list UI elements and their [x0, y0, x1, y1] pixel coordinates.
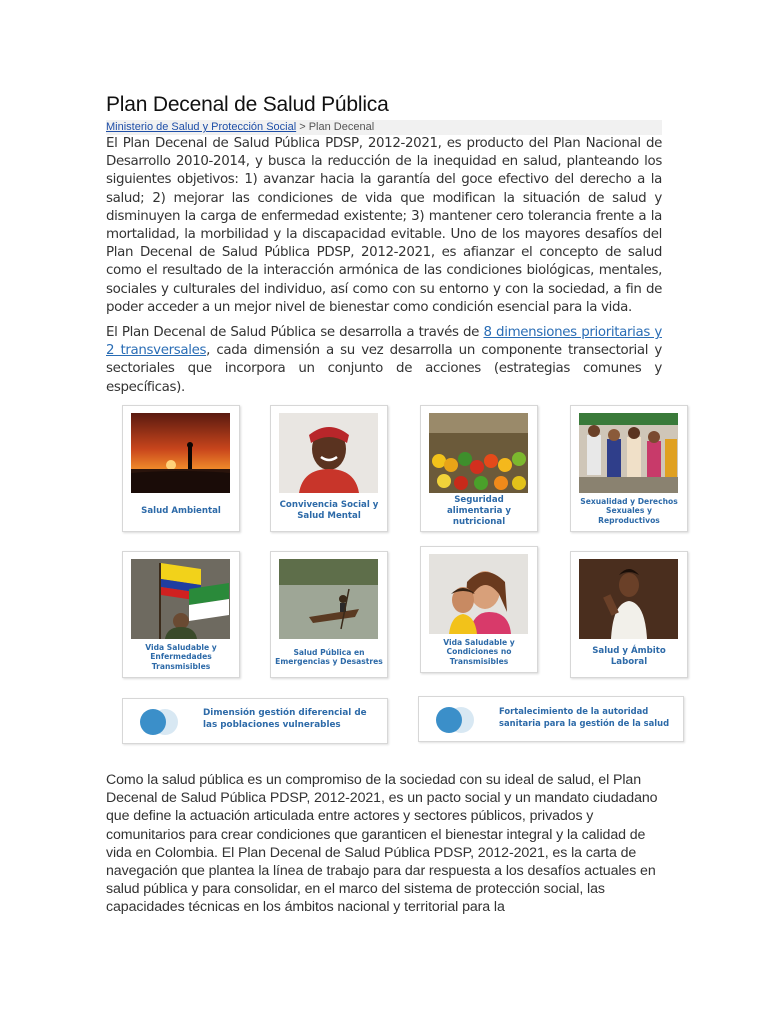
- dimension-card-transmisibles[interactable]: [122, 551, 240, 678]
- transversal-bar-autoridad-sanitaria[interactable]: [418, 696, 684, 742]
- dimension-label: Salud Ambiental: [141, 505, 221, 516]
- worker-woman-photo: [579, 559, 678, 639]
- dimension-card-convivencia[interactable]: [270, 405, 388, 532]
- dimension-label: Sexualidad y Derechos Sexuales y Reproductivos: [580, 496, 678, 525]
- transversal-label: Fortalecimiento de la autoridad sanitaria para la gestión de la salud: [499, 706, 670, 728]
- transversal-label: Dimensión gestión diferencial de las poblaciones vulnerables: [203, 708, 367, 730]
- dimensions-paragraph-start: El Plan Decenal de Salud Pública se desarrolla a través de: [106, 325, 484, 340]
- dimension-label: Salud Pública en Emergencias y Desastres: [275, 647, 383, 666]
- dimension-label: Seguridad alimentaria y nutricional: [446, 494, 512, 527]
- page-title: Plan Decenal de Salud Pública: [106, 93, 389, 116]
- breadcrumb-separator: >: [296, 121, 309, 133]
- dimensions-paragraph: [106, 324, 662, 397]
- intro-paragraph: El Plan Decenal de Salud Pública PDSP, 2012-2021, es producto del Plan Nacional de Desarrollo 2010-2014, y busca la reducción de la inequidad en salud, planteando los siguientes objetivos: 1) avanzar hacia la garantía del goce efectivo del derecho a la salud; 2) mejorar las condiciones de vida que modifican la situación de salud y disminuyen la carga de enfermedad existente; 3) mantener cero tolerancia frente a la mortalidad, la morbilidad y la discapacidad evitable. Uno de los mayores desafíos del Plan Decenal de Salud Pública PDSP, 2012-2021, es afianzar el concepto de salud como el resultado de la interacción armónica de las condiciones biológicas, mentales, sociales y culturales del individuo, así como con su entorno y con la sociedad, a fin de poder acceder a un mejor nivel de bienestar como condición esencial para la vida.: [106, 136, 662, 315]
- transversal-bar-poblaciones[interactable]: [122, 698, 388, 744]
- fruit-market-photo: [429, 413, 528, 493]
- closing-paragraph: Como la salud pública es un compromiso de la sociedad con su ideal de salud, el Plan Decenal de Salud Pública PDSP, 2012-2021, es un pacto social y un mandato ciudadano que define la actuación articulada entre actores y sectores públicos, privados y comunitarios para crear condiciones que garanticen el bienestar integral y la calidad de vida en Colombia. El Plan Decenal de Salud Pública PDSP, 2012-2021, es la carta de navegación que plantea la línea de trabajo para dar respuesta a los desafíos actuales en salud pública y para consolidar, en el marco del sistema de protección social, las capacidades técnicas en los ámbitos nacional y territorial para la: [106, 772, 658, 916]
- dimension-label: Vida Saludable y Condiciones no Transmisibles: [443, 637, 515, 666]
- dimension-card-salud-ambiental[interactable]: [122, 405, 240, 532]
- dimension-card-no-transmisibles[interactable]: [420, 546, 538, 673]
- canoe-river-photo: [279, 559, 378, 639]
- mother-child-photo: [429, 554, 528, 634]
- dimension-card-emergencias[interactable]: [270, 551, 388, 678]
- breadcrumb: [106, 120, 662, 135]
- flags-man-photo: [131, 559, 230, 639]
- breadcrumb-link-ministerio[interactable]: Ministerio de Salud y Protección Social: [106, 121, 297, 133]
- dimension-card-sexualidad[interactable]: [570, 405, 688, 532]
- circles-icon: [137, 708, 181, 736]
- street-crowd-photo: [579, 413, 678, 493]
- smiling-woman-photo: [279, 413, 378, 493]
- breadcrumb-current: Plan Decenal: [308, 121, 375, 133]
- dimensions-paragraph-end: , cada dimensión a su vez desarrolla un componente transectorial y sectoriales que incorpora un conjunto de acciones (estrategias comunes y específicas).: [106, 343, 662, 395]
- dimension-label: Salud y Ámbito Laboral: [592, 646, 666, 667]
- dimension-card-ambito-laboral[interactable]: [570, 551, 688, 678]
- sunset-silhouette-photo: [131, 413, 230, 493]
- circles-icon: [433, 706, 477, 734]
- dimensions-link[interactable]: 8 dimensiones prioritarias y 2 transversales: [106, 325, 662, 359]
- dimension-label: Convivencia Social y Salud Mental: [279, 500, 379, 521]
- dimension-label: Vida Saludable y Enfermedades Transmisibles: [145, 642, 217, 671]
- dimension-card-seguridad-alimentaria[interactable]: [420, 405, 538, 532]
